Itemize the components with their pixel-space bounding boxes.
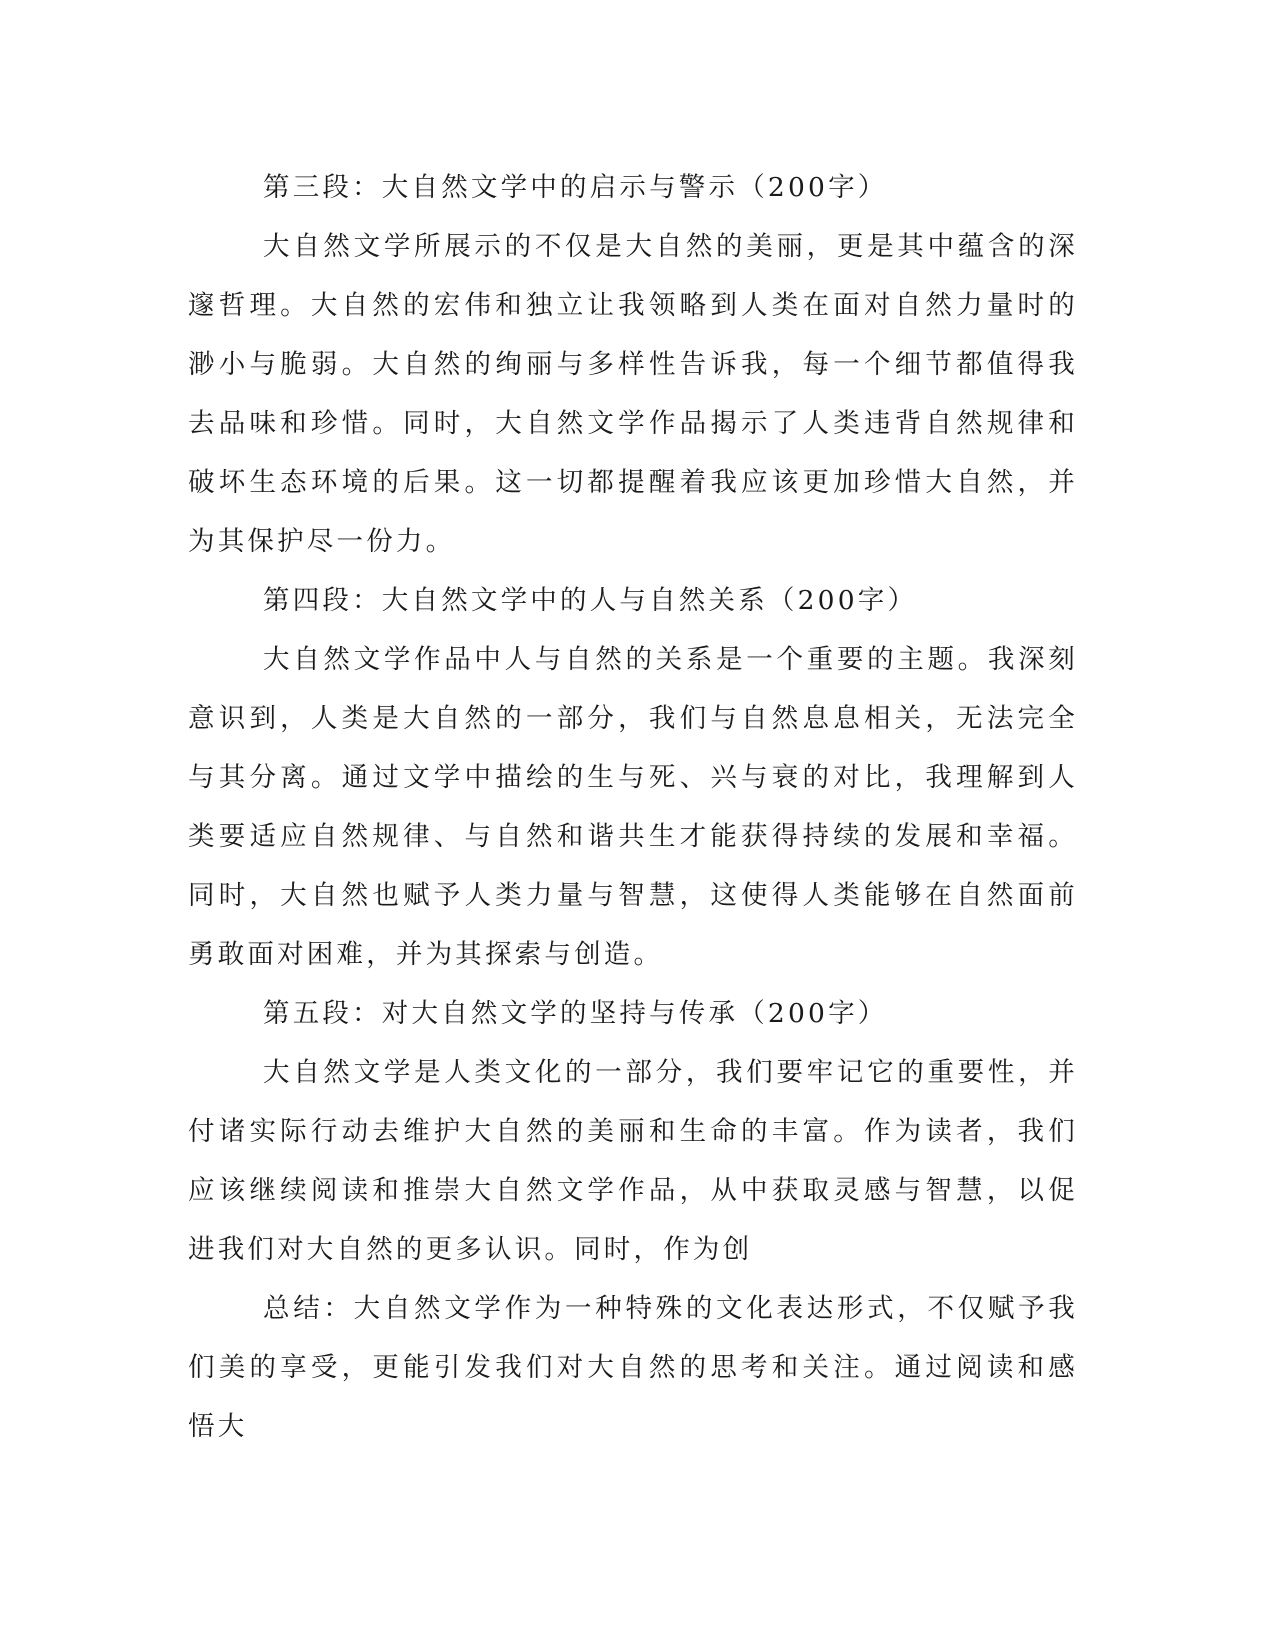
- section-heading-3: 第三段：大自然文学中的启示与警示（200字）: [263, 172, 888, 203]
- section-heading-4: 第四段：大自然文学中的人与自然关系（200字）: [263, 585, 918, 616]
- section-heading-5: 第五段：对大自然文学的坚持与传承（200字）: [263, 998, 888, 1029]
- document-page: [188, 158, 1078, 1456]
- paragraph-3-body: 大自然文学所展示的不仅是大自然的美丽，更是其中蕴含的深邃哲理。大自然的宏伟和独立让我领略到人类在面对自然力量时的渺小与脆弱。大自然的绚丽与多样性告诉我，每一个细节都值得我去品味和珍惜。同时，大自然文学作品揭示了人类违背自然规律和破坏生态环境的后果。这一切都提醒着我应该更加珍惜大自然，并为其保护尽一份力。: [188, 231, 1078, 557]
- summary-paragraph: 总结：大自然文学作为一种特殊的文化表达形式，不仅赋予我们美的享受，更能引发我们对大自然的思考和关注。通过阅读和感悟大: [188, 1293, 1078, 1442]
- paragraph-4-body: 大自然文学作品中人与自然的关系是一个重要的主题。我深刻意识到，人类是大自然的一部分，我们与自然息息相关，无法完全与其分离。通过文学中描绘的生与死、兴与衰的对比，我理解到人类要适应自然规律、与自然和谐共生才能获得持续的发展和幸福。同时，大自然也赋予人类力量与智慧，这使得人类能够在自然面前勇敢面对困难，并为其探索与创造。: [188, 644, 1078, 970]
- paragraph-5-body: 大自然文学是人类文化的一部分，我们要牢记它的重要性，并付诸实际行动去维护大自然的美丽和生命的丰富。作为读者，我们应该继续阅读和推崇大自然文学作品，从中获取灵感与智慧，以促进我们对大自然的更多认识。同时，作为创: [188, 1057, 1078, 1265]
